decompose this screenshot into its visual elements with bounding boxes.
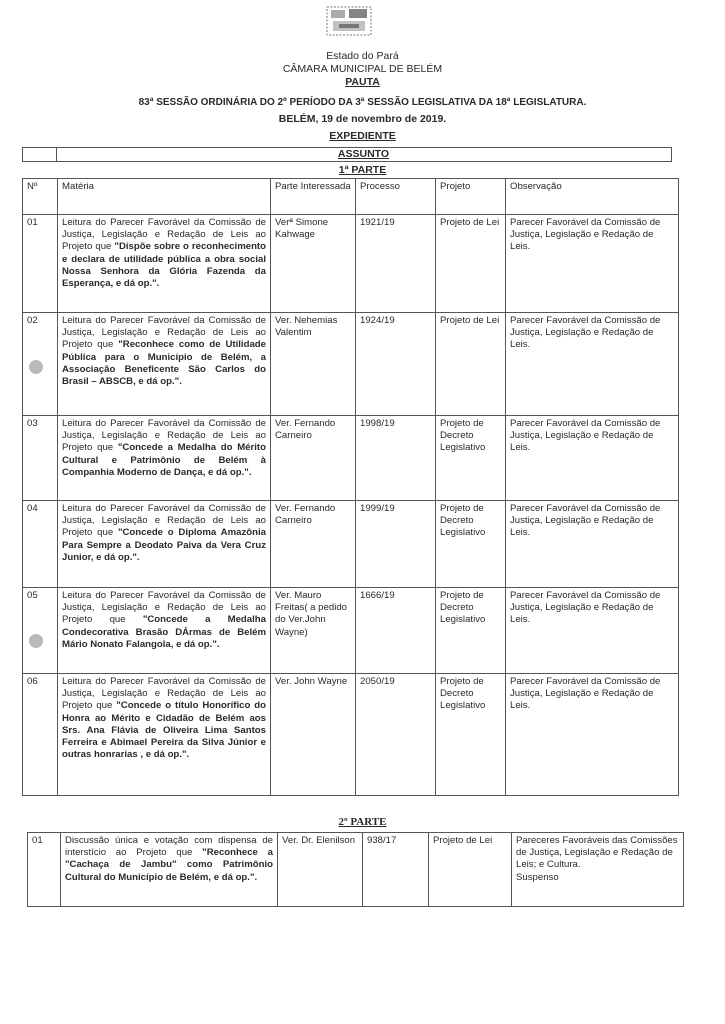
row-num: 01 <box>23 215 58 313</box>
row-num: 06 <box>23 674 58 796</box>
row-materia <box>58 501 271 588</box>
header-projeto: Projeto <box>436 179 506 215</box>
header-processo: Processo <box>356 179 436 215</box>
row-projeto: Projeto de Decreto Legislativo <box>436 501 506 588</box>
materia-bold: "Concede a Medalha do Mérito Cultural e Patrimônio de Belém à Companhia Moderno de Dança, e dá op.". <box>62 442 266 478</box>
materia-bold: "Reconhece a "Cachaça de Jambu" como Patrimônio Cultural do Município de Belém, e dá op.". <box>65 847 273 883</box>
row-materia <box>61 833 278 907</box>
row-num: 05 <box>23 588 58 674</box>
row-processo: 1666/19 <box>356 588 436 674</box>
row-materia <box>58 416 271 501</box>
row-observacao: Parecer Favorável da Comissão de Justiça, Legislação e Redação de Leis. <box>506 416 679 501</box>
materia-intro: Discussão única e votação com dispensa de interstício ao Projeto que <box>65 835 273 859</box>
table-row <box>23 313 679 416</box>
table-row <box>23 501 679 588</box>
header-num: Nº <box>23 179 58 215</box>
row-parte: Ver. Mauro Freitas( a pedido do Ver.John Wayne) <box>271 588 356 674</box>
table-row <box>23 674 679 796</box>
row-projeto: Projeto de Decreto Legislativo <box>436 416 506 501</box>
row-parte: Ver. Nehemias Valentim <box>271 313 356 416</box>
table-row <box>23 588 679 674</box>
row-observacao: Parecer Favorável da Comissão de Justiça, Legislação e Redação de Leis. <box>506 215 679 313</box>
row-parte: Ver. Fernando Carneiro <box>271 416 356 501</box>
table-row <box>23 215 679 313</box>
materia-intro: Leitura do Parecer Favorável da Comissão de Justiça, Legislação e Redação de Leis ao Projeto que <box>62 315 266 351</box>
state-name: Estado do Pará <box>326 50 399 62</box>
row-observacao: Parecer Favorável da Comissão de Justiça, Legislação e Redação de Leis. <box>506 674 679 796</box>
materia-bold: "Reconhece como de Utilidade Pública para o Município de Belém, a Associação Beneficente São Carlos do Brasil – ABSCB, e dá op.". <box>62 339 266 388</box>
part2-title: 2º PARTE <box>338 816 387 828</box>
row-processo: 1924/19 <box>356 313 436 416</box>
row-num: 04 <box>23 501 58 588</box>
session-date: BELÉM, 19 de novembro de 2019. <box>278 113 447 125</box>
materia-intro: Leitura do Parecer Favorável da Comissão de Justiça, Legislação e Redação de Leis ao Projeto que <box>62 676 266 712</box>
row-num: 03 <box>23 416 58 501</box>
row-observacao: Parecer Favorável da Comissão de Justiça, Legislação e Redação de Leis. <box>506 501 679 588</box>
materia-bold: "Dispõe sobre o reconhecimento e declara de utilidade pública a obra social Nossa Senhora da Glória Fazenda da Esperança, e dá op.". <box>62 241 266 290</box>
row-parte: Ver. Dr. Elenilson <box>278 833 363 907</box>
header-observacao: Observação <box>506 179 679 215</box>
materia-intro: Leitura do Parecer Favorável da Comissão de Justiça, Legislação e Redação de Leis ao Projeto que <box>62 590 266 626</box>
materia-intro: Leitura do Parecer Favorável da Comissão de Justiça, Legislação e Redação de Leis ao Projeto que <box>62 418 266 454</box>
row-materia <box>58 313 271 416</box>
subject-empty-cell <box>23 148 57 161</box>
row-num: 02 <box>23 313 58 416</box>
row-processo: 938/17 <box>363 833 429 907</box>
header-materia: Matéria <box>58 179 271 215</box>
chamber-name: CÂMARA MUNICIPAL DE BELÉM <box>282 63 443 75</box>
row-parte: Ver. John Wayne <box>271 674 356 796</box>
row-num: 01 <box>28 833 61 907</box>
row-parte: Ver. Fernando Carneiro <box>271 501 356 588</box>
row-materia <box>58 588 271 674</box>
table-row <box>28 833 684 907</box>
materia-bold: "Concede o Diploma Amazônia Para Sempre a Deodato Paiva da Vera Cruz Junior, e dá op.". <box>62 527 266 563</box>
part1-table <box>22 178 679 796</box>
materia-bold: "Concede o título Honorífico do Honra ao Mérito e Cidadão de Belém aos Srs. Ana Flávia de Oliveira Lima Santos Ferreira e Abimael Pereira da Silva Júnior e outras honrarias , e dá op.". <box>62 700 266 761</box>
row-processo: 2050/19 <box>356 674 436 796</box>
subject-label: ASSUNTO <box>337 148 390 160</box>
punch-hole-mark <box>29 634 43 648</box>
row-projeto: Projeto de Decreto Legislativo <box>436 588 506 674</box>
session-title: 83ª SESSÃO ORDINÁRIA DO 2º PERÍODO DA 3ª SESSÃO LEGISLATIVA DA 18ª LEGISLATURA. <box>138 97 587 108</box>
row-projeto: Projeto de Decreto Legislativo <box>436 674 506 796</box>
row-projeto: Projeto de Lei <box>436 313 506 416</box>
row-materia <box>58 674 271 796</box>
row-processo: 1999/19 <box>356 501 436 588</box>
observacao-text: Pareceres Favoráveis das Comissões de Justiça, Legislação e Redação de Leis; e Cultura. <box>516 835 678 871</box>
section-expediente: EXPEDIENTE <box>329 130 396 142</box>
table-header-row <box>23 179 679 215</box>
row-processo: 1998/19 <box>356 416 436 501</box>
row-projeto: Projeto de Lei <box>436 215 506 313</box>
table-row <box>23 416 679 501</box>
status-badge: Suspenso <box>516 871 559 883</box>
subject-box <box>22 147 672 162</box>
row-processo: 1921/19 <box>356 215 436 313</box>
row-projeto: Projeto de Lei <box>429 833 512 907</box>
row-materia <box>58 215 271 313</box>
header-parte: Parte Interessada <box>271 179 356 215</box>
materia-intro: Leitura do Parecer Favorável da Comissão de Justiça, Legislação e Redação de Leis ao Projeto que <box>62 217 266 253</box>
document-title: PAUTA <box>345 76 380 88</box>
part1-title: 1ª PARTE <box>338 164 387 176</box>
brasao-icon <box>325 5 373 37</box>
row-observacao: Parecer Favorável da Comissão de Justiça, Legislação e Redação de Leis. <box>506 588 679 674</box>
part2-table <box>27 832 684 907</box>
row-observacao <box>512 833 684 907</box>
materia-intro: Leitura do Parecer Favorável da Comissão de Justiça, Legislação e Redação de Leis ao Projeto que <box>62 503 266 539</box>
materia-bold: "Concede a Medalha Condecorativa Brasão DÁrmas de Belém Mário Nonato Falangola, e dá op.". <box>62 614 266 650</box>
row-observacao: Parecer Favorável da Comissão de Justiça, Legislação e Redação de Leis. <box>506 313 679 416</box>
punch-hole-mark <box>29 360 43 374</box>
row-parte: Verª Simone Kahwage <box>271 215 356 313</box>
